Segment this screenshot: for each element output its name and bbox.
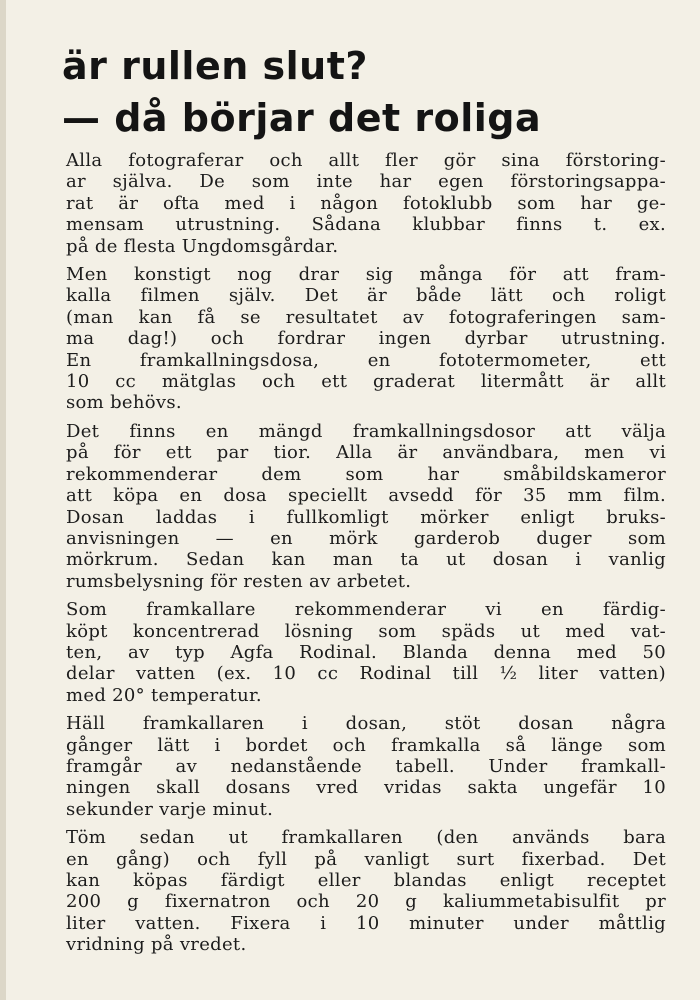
article-body xyxy=(66,150,666,963)
paragraph-line: Det finns en mängd framkallningsdosor att välja xyxy=(66,420,666,442)
paragraph-line: en gång) och fyll på vanligt surt fixerbad. Det xyxy=(66,848,666,870)
paragraph-line: anvisningen — en mörk garderob duger som xyxy=(66,527,666,549)
paragraph-line: köpt koncentrerad lösning som späds ut med vat- xyxy=(66,620,666,642)
article-paragraph xyxy=(66,713,666,820)
article-paragraph xyxy=(66,599,666,706)
paragraph-line: mörkrum. Sedan kan man ta ut dosan i vanlig xyxy=(66,549,666,571)
paragraph-line: som behövs. xyxy=(66,392,182,414)
paragraph-line: ten, av typ Agfa Rodinal. Blanda denna med 50 xyxy=(66,641,666,663)
paragraph-line: på de flesta Ungdomsgårdar. xyxy=(66,235,339,257)
article-paragraph xyxy=(66,827,666,955)
paragraph-line: Som framkallare rekommenderar vi en färdig- xyxy=(66,599,666,621)
paragraph-line: på för ett par tior. Alla är användbara, men vi xyxy=(66,442,666,464)
paragraph-line: Dosan laddas i fullkomligt mörker enligt bruks- xyxy=(66,506,666,528)
paragraph-line: liter vatten. Fixera i 10 minuter under måttlig xyxy=(66,912,666,934)
article-paragraph xyxy=(66,421,666,592)
paragraph-line: Häll framkallaren i dosan, stöt dosan några xyxy=(66,713,666,735)
heading-line-1: är rullen slut? xyxy=(62,44,368,88)
paragraph-line: sekunder varje minut. xyxy=(66,798,274,820)
paragraph-line: rumsbelysning för resten av arbetet. xyxy=(66,570,412,592)
article-heading xyxy=(62,40,662,144)
paragraph-line: delar vatten (ex. 10 cc Rodinal till ½ liter vatten) xyxy=(66,663,666,685)
paragraph-line: att köpa en dosa speciellt avsedd för 35 mm film. xyxy=(66,485,666,507)
paragraph-line: rat är ofta med i någon fotoklubb som har ge- xyxy=(66,192,666,214)
paragraph-line: Alla fotograferar och allt fler gör sina förstoring- xyxy=(66,150,666,171)
paragraph-line: ningen skall dosans vred vridas sakta ungefär 10 xyxy=(66,777,666,799)
paragraph-line: ma dag!) och fordrar ingen dyrbar utrustning. xyxy=(66,328,666,350)
article-paragraph xyxy=(66,150,666,257)
paragraph-line: ar själva. De som inte har egen förstoringsappa- xyxy=(66,171,666,193)
paragraph-line: En framkallningsdosa, en fototermometer, ett xyxy=(66,349,666,371)
paragraph-line: kan köpas färdigt eller blandas enligt receptet xyxy=(66,870,666,891)
paragraph-line: med 20° temperatur. xyxy=(66,684,262,706)
paragraph-line: mensam utrustning. Sådana klubbar finns t. ex. xyxy=(66,214,666,236)
paragraph-line: vridning på vredet. xyxy=(66,934,247,956)
article-paragraph xyxy=(66,264,666,414)
paragraph-line: Men konstigt nog drar sig många för att fram- xyxy=(66,264,666,286)
paragraph-line: 200 g fixernatron och 20 g kaliummetabisulfit pr xyxy=(66,891,666,913)
paragraph-line: (man kan få se resultatet av fotograferingen sam- xyxy=(66,306,666,328)
heading-line-2: — då börjar det roliga xyxy=(62,96,542,140)
paragraph-line: gånger lätt i bordet och framkalla så länge som xyxy=(66,734,666,756)
paragraph-line: framgår av nedanstående tabell. Under framkall- xyxy=(66,755,666,777)
paragraph-line: kalla filmen själv. Det är både lätt och roligt xyxy=(66,285,666,307)
paragraph-line: 10 cc mätglas och ett graderat litermått är allt xyxy=(66,371,666,393)
paragraph-line: Töm sedan ut framkallaren (den används bara xyxy=(66,827,666,849)
paragraph-line: rekommenderar dem som har småbildskameror xyxy=(66,463,666,485)
